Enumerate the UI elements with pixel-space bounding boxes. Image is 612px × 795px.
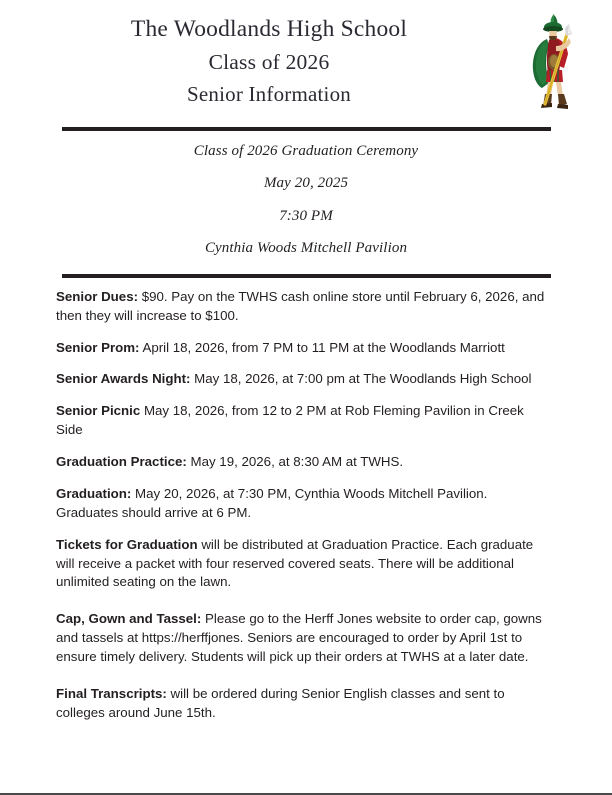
section-text: May 18, 2026, from 12 to 2 PM at Rob Fleming Pavilion in Creek Side — [56, 403, 524, 438]
section-text: April 18, 2026, from 7 PM to 11 PM at the Woodlands Marriott — [139, 339, 505, 355]
section-text: $90. Pay on the TWHS cash online store until February 6, 2026, and then they will increase to $100. — [56, 288, 545, 323]
ceremony-line-date: May 20, 2025 — [263, 175, 349, 192]
section-lead: Senior Prom: — [56, 339, 140, 355]
section-senior-prom — [56, 339, 550, 358]
body-content — [0, 278, 612, 723]
section-text: will be ordered during Senior English classes and sent to colleges around June 15th. — [56, 685, 505, 720]
section-lead: Senior Awards Night: — [56, 371, 191, 387]
section-lead: Senior Picnic — [56, 403, 141, 419]
section-final-transcripts — [56, 685, 550, 723]
page-title-class: Class of 2026 — [208, 49, 330, 74]
section-cap-gown-and-tassel — [56, 610, 550, 667]
section-text: May 18, 2026, at 7:00 pm at The Woodlands High School — [190, 371, 532, 387]
ceremony-line-title: Class of 2026 Graduation Ceremony — [193, 142, 419, 159]
section-lead: Senior Dues: — [56, 288, 139, 304]
section-lead: Final Transcripts: — [56, 685, 167, 701]
section-senior-awards-night — [56, 370, 550, 389]
highlander-mascot-logo — [523, 12, 585, 112]
page-title-school: The Woodlands High School — [130, 16, 408, 42]
document-header — [0, 0, 612, 109]
section-graduation-practice — [56, 453, 550, 472]
section-lead: Graduation Practice: — [56, 454, 187, 470]
section-lead: Tickets for Graduation — [56, 536, 198, 552]
section-text: May 20, 2026, at 7:30 PM, Cynthia Woods Mitchell Pavilion. Graduates should arrive at 6 PM. — [56, 485, 488, 520]
page-title-subject: Senior Information — [187, 82, 351, 107]
header-title-block — [0, 14, 612, 109]
section-senior-dues — [56, 288, 550, 326]
section-senior-picnic — [56, 402, 550, 440]
section-text: Please go to the Herff Jones website to order cap, gowns and tassels at https://herffjones. Seniors are encouraged to order by April 1st to ensure timely delivery. Students will pick up their orders at TWHS at a later date. — [56, 611, 542, 665]
ceremony-line-time: 7:30 PM — [279, 207, 333, 224]
section-text: will be distributed at Graduation Practice. Each graduate will receive a packet with four reserved covered seats. There will be additional unlimited seating on the lawn. — [56, 536, 534, 590]
ceremony-line-venue: Cynthia Woods Mitchell Pavilion — [204, 240, 408, 257]
section-graduation — [56, 485, 550, 523]
section-tickets-for-graduation — [56, 536, 550, 593]
section-text: May 19, 2026, at 8:30 AM at TWHS. — [186, 454, 404, 470]
ceremony-block — [0, 131, 612, 265]
section-lead: Graduation: — [56, 485, 132, 501]
section-lead: Cap, Gown and Tassel: — [56, 611, 202, 627]
